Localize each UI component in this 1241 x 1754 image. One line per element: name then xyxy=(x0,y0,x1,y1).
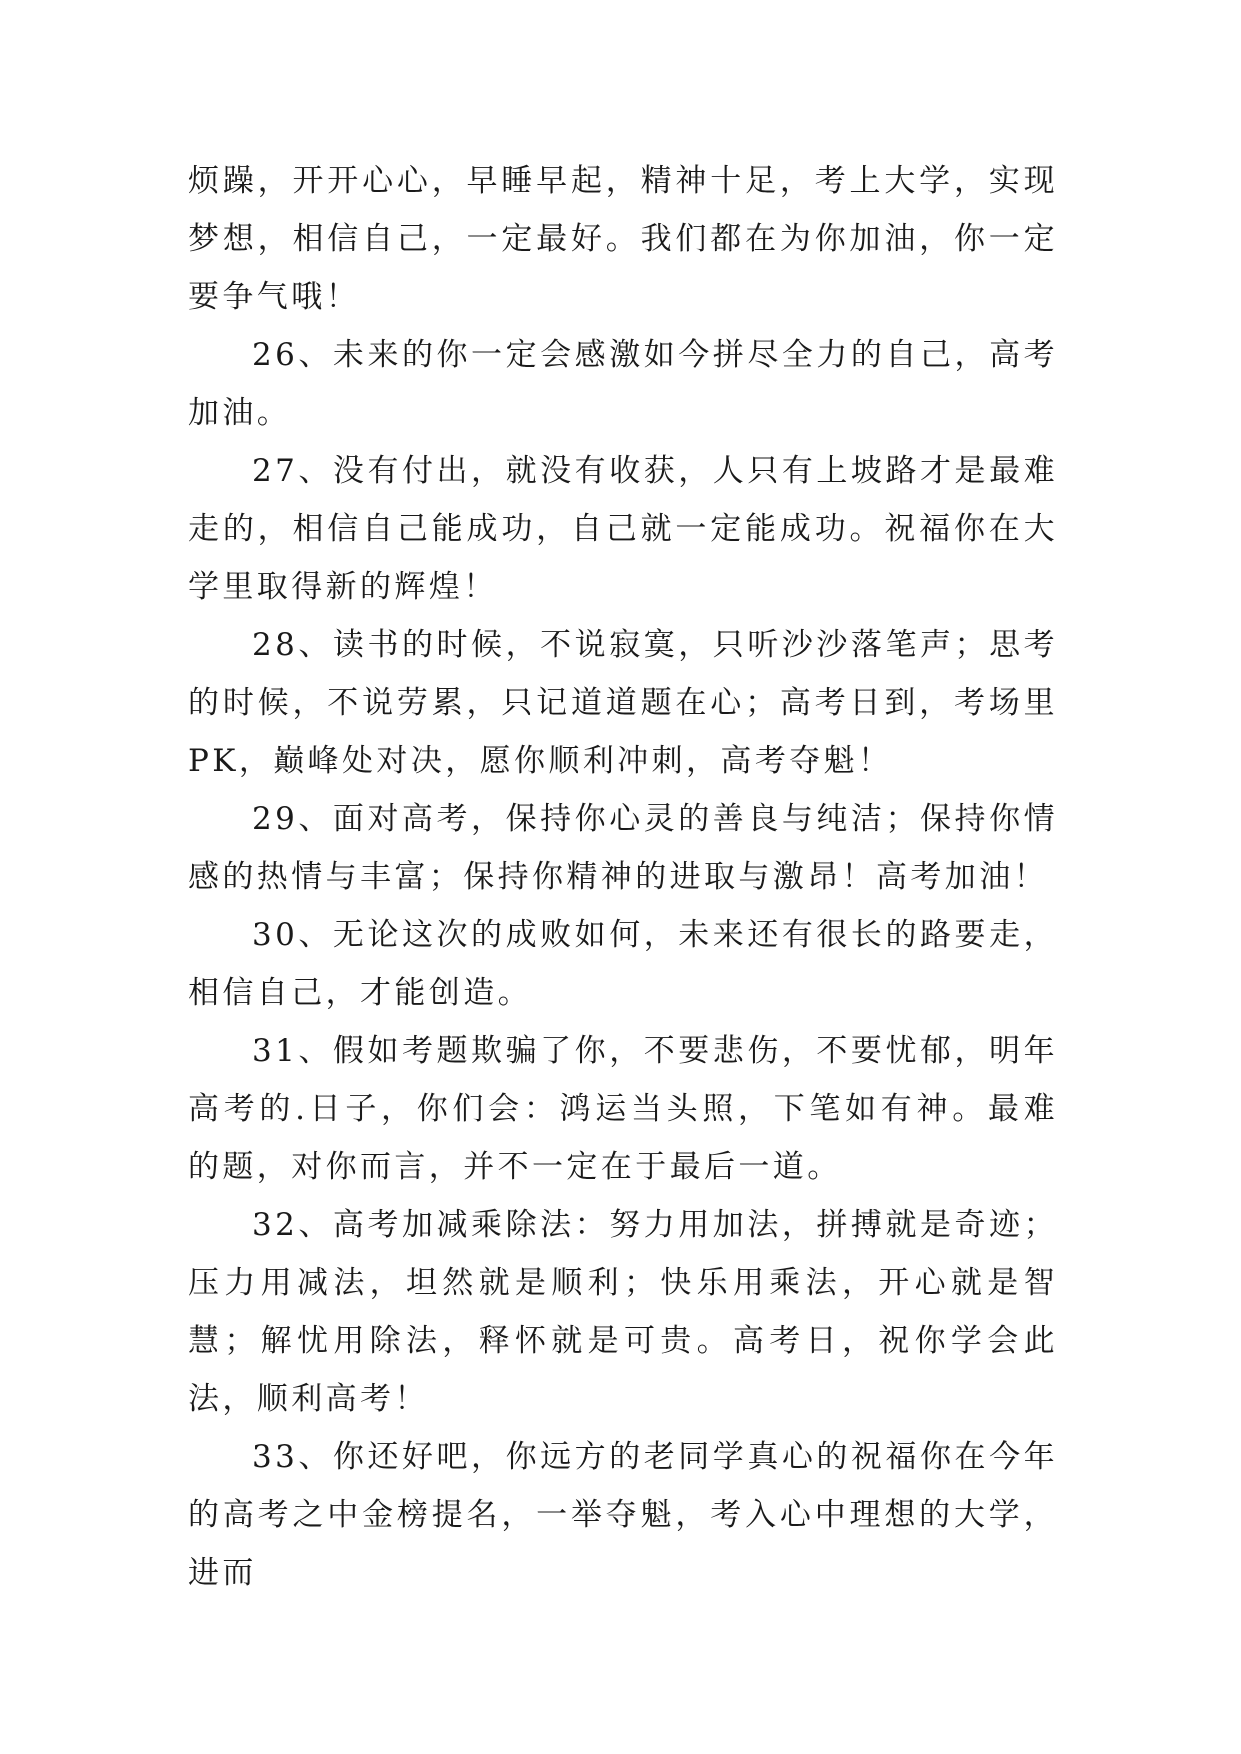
paragraph-31: 31、假如考题欺骗了你，不要悲伤，不要忧郁，明年高考的.日子，你们会：鸿运当头照，下笔如有神。最难的题，对你而言，并不一定在于最后一道。 xyxy=(188,1033,1058,1185)
paragraph-28: 28、读书的时候，不说寂寞，只听沙沙落笔声；思考的时候，不说劳累，只记道道题在心；高考日到，考场里PK，巅峰处对决，愿你顺利冲刺，高考夺魁！ xyxy=(188,627,1058,779)
paragraph-29: 29、面对高考，保持你心灵的善良与纯洁；保持你情感的热情与丰富；保持你精神的进取与激昂！高考加油！ xyxy=(188,801,1058,895)
paragraph-33: 33、你还好吧，你远方的老同学真心的祝福你在今年的高考之中金榜提名，一举夺魁，考入心中理想的大学，进而 xyxy=(188,1439,1058,1591)
paragraph-32: 32、高考加减乘除法：努力用加法，拼搏就是奇迹；压力用减法，坦然就是顺利；快乐用乘法，开心就是智慧；解忧用除法，释怀就是可贵。高考日，祝你学会此法，顺利高考！ xyxy=(188,1207,1058,1417)
paragraph-26: 26、未来的你一定会感激如今拼尽全力的自己，高考加油。 xyxy=(188,337,1058,431)
paragraph-27: 27、没有付出，就没有收获，人只有上坡路才是最难走的，相信自己能成功，自己就一定能成功。祝福你在大学里取得新的辉煌！ xyxy=(188,453,1058,605)
document-body xyxy=(188,152,1058,1602)
paragraph-30: 30、无论这次的成败如何，未来还有很长的路要走，相信自己，才能创造。 xyxy=(188,917,1058,1011)
paragraph-continuation: 烦躁，开开心心，早睡早起，精神十足，考上大学，实现梦想，相信自己，一定最好。我们都在为你加油，你一定要争气哦！ xyxy=(188,163,1058,315)
